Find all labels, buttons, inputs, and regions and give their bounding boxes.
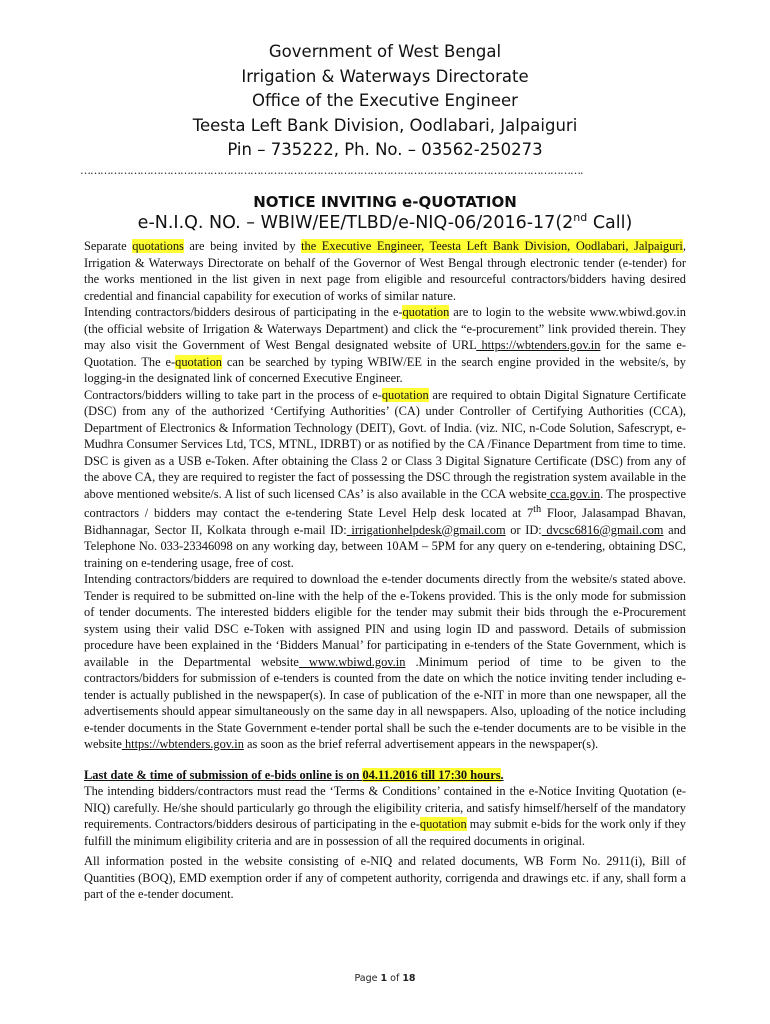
- letterhead-office: Office of the Executive Engineer: [252, 91, 518, 110]
- link-cca[interactable]: cca.gov.in: [546, 486, 601, 501]
- text-run: or ID:: [505, 522, 542, 537]
- niq-suffix: Call): [587, 212, 633, 233]
- text-run: Floor, Jalasampad Bhavan, Bidhannagar, Sector II, Kolkata through e-mail ID:: [84, 506, 686, 537]
- paragraph-download: [84, 571, 686, 753]
- of-label: of: [387, 973, 403, 984]
- highlight-quotation: quotation: [419, 817, 467, 832]
- highlight-quotation: quotation: [402, 305, 450, 319]
- page-footer: [0, 973, 770, 984]
- text-run: Intending contractors/bidders desirous of participating in the e-: [84, 305, 403, 319]
- text-run: . The prospective contractors / bidders may contact the e-tendering State Level Help desk located at 7: [84, 486, 686, 521]
- letterhead-contact: Pin – 735222, Ph. No. – 03562-250273: [227, 140, 543, 159]
- text-run: .: [500, 767, 504, 782]
- text-run: The intending bidders/contractors must read the ‘Terms & Conditions’ contained in the e-Notice Inviting Quotation (e-NIQ) carefully. He/she should particularly go through the eligibility criteria, and satisfy himself/herself of the mandatory requirements. Contractors/bidders desirous of participating in the e-: [84, 784, 686, 832]
- text-run: Separate: [84, 239, 133, 253]
- niq-superscript: nd: [573, 211, 588, 224]
- highlight-deadline: 04.11.2016 till 17:30 hours: [362, 767, 501, 782]
- text-run: Intending contractors/bidders are required to download the e-tender documents directly from the website/s stated above. Tender is required to be submitted on-line with the help of the e-Tokens provided. This is the only mode for submission of tender documents. The interested bidders eligible for the tender may submit their bids through the e-Procurement system using their valid DSC e-Token with assigned PIN and using login ID and password. Details of submission procedure have been explained in the ‘Bidders Manual’ for participating in e-tenders of the State Government, which is available in the Departmental website: [84, 572, 686, 669]
- niq-number: [0, 211, 770, 233]
- page-label: Page: [354, 973, 381, 984]
- highlight-quotation: quotation: [175, 354, 222, 369]
- dotted-separator: …………………………………………………………………………………………………………………………………….: [80, 164, 583, 177]
- niq-prefix: e-N.I.Q. NO. – WBIW/EE/TLBD/e-NIQ-06/2016-17(2: [137, 212, 574, 233]
- link-dvcsc-email[interactable]: dvcsc6816@gmail.com: [541, 522, 664, 537]
- link-wbtenders[interactable]: https://wbtenders.gov.in: [121, 737, 244, 752]
- text-run: .Minimum period of time to be given to the contractors/bidders for submission of e-tenders is counted from the date on which the notice inviting tender including e-tender is actually published in the newspaper(s). In case of publication of the e-NIT in more than one newspaper, all the advertisements should appear simultaneously on the same day in all newspapers. Also, uploading of the notice including e-tender documents in the State Government e-tender portal shall be such the e-tender documents are to be visible in the website: [84, 654, 686, 752]
- notice-title: NOTICE INVITING e-QUOTATION: [253, 193, 517, 211]
- text-run: for the same e-Quotation. The e-: [84, 338, 686, 369]
- text-run: Last date & time of submission of e-bids online is on: [84, 767, 363, 782]
- text-run: , Irrigation & Waterways Directorate on behalf of the Governor of West Bengal through electronic tender (e-tender) for the works mentioned in the list given in next page from eligible and resourceful contractors/bidders having desired credential and financial capability for execution of works of similar nature.: [84, 239, 686, 303]
- text-run: are required to obtain Digital Signature Certificate (DSC) from any of the authorized ‘Certifying Authorities’ (CA) under Controller of Certifying Authorities (CCA), Department of Electronics & Information Technology (DEIT), Govt. of India. (viz. NIC, n-Code Solution, Safescrypt, e-Mudhra Consumer Services Ltd, TCS, MTNL, IDRBT) or as notified by the CA /Finance Department from time to time. DSC is given as a USB e-Token. After obtaining the Class 2 or Class 3 Digital Signature Certificate (DSC) from any of the above CA, they are required to register the fact of possessing the DSC through the registration system available in the above mentioned website/s. A list of such licensed CAs’ is also available in the CCA website: [84, 387, 686, 501]
- superscript-th: th: [533, 504, 542, 515]
- text-run: are being invited by: [183, 239, 302, 253]
- link-helpdesk-email[interactable]: irrigationhelpdesk@gmail.com: [346, 522, 506, 537]
- spacer: [84, 753, 686, 767]
- notice-body: [84, 238, 686, 903]
- text-run: as soon as the brief referral advertisement appears in the newspaper(s).: [243, 737, 599, 752]
- letterhead-directorate: Irrigation & Waterways Directorate: [241, 66, 529, 86]
- paragraph-invitation: [84, 238, 686, 304]
- text-run: and Telephone No. 033-23346098 on any working day, between 10AM – 5PM for any query on e-tendering, obtaining DSC, training on e-tendering usage, free of cost.: [84, 522, 686, 570]
- page-number: 1: [380, 973, 388, 984]
- letterhead: [0, 40, 770, 163]
- link-wbiwd[interactable]: www.wbiwd.gov.in: [298, 654, 406, 669]
- page-total: 18: [402, 973, 416, 984]
- highlight-executive-engineer: the Executive Engineer, Teesta Left Bank Division, Oodlabari, Jalpaiguri: [301, 239, 683, 253]
- text-run: are to login to the website www.wbiwd.gov.in (the official website of Irrigation & Waterways Department) and click the “e-procurement” link provided therein. They may also visit the Government of West Bengal designated website of URL: [84, 305, 686, 352]
- text-run: may submit e-bids for the work only if they fulfill the minimum eligibility criteria and are in possession of all the required documents in original.: [84, 817, 686, 848]
- text-run: can be searched by typing WBIW/EE in the search engine provided in the website/s, by logging-in the designated link of concerned Executive Engineer.: [84, 354, 686, 385]
- paragraph-login: [84, 304, 686, 387]
- highlight-quotation: quotation: [381, 387, 429, 402]
- highlight-quotations: quotations: [132, 239, 184, 253]
- paragraph-dsc: [84, 387, 686, 572]
- paragraph-information: All information posted in the website consisting of e-NIQ and related documents, WB Form No. 2911(i), Bill of Quantities (BOQ), EMD exemption order if any of competent authority, corrigenda and drawings etc. if any, shall form a part of the e-tender document.: [84, 854, 686, 902]
- letterhead-government: Government of West Bengal: [268, 42, 502, 61]
- paragraph-terms: [84, 783, 686, 849]
- text-run: Contractors/bidders willing to take part in the process of e-: [84, 387, 382, 402]
- last-date-heading: [84, 767, 686, 784]
- letterhead-division: Teesta Left Bank Division, Oodlabari, Jalpaiguri: [192, 115, 578, 135]
- link-wbtenders[interactable]: https://wbtenders.gov.in: [476, 338, 601, 352]
